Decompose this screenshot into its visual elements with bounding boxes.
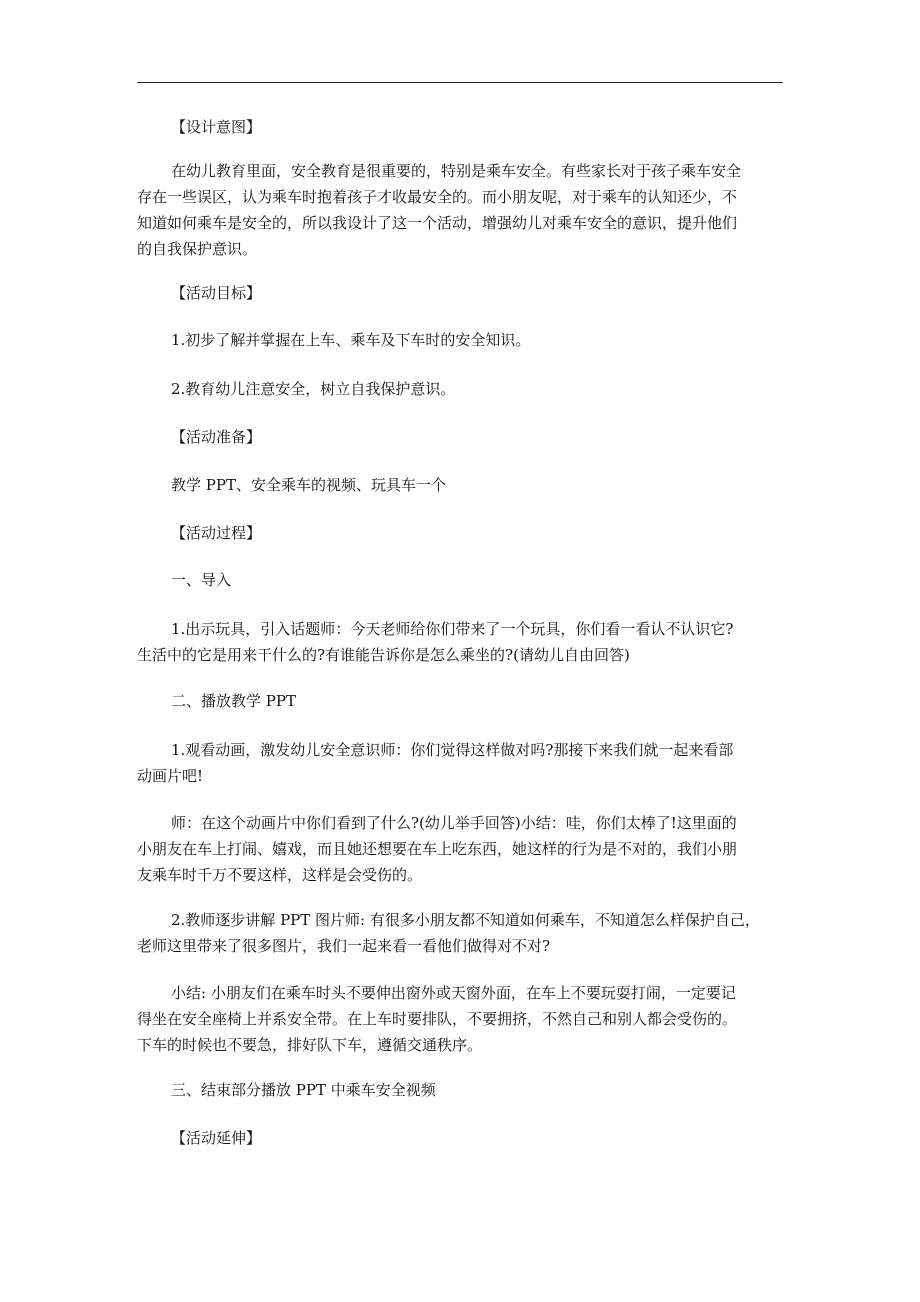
prep-heading: 【活动准备】 bbox=[171, 428, 262, 446]
step-2-title: 二、播放教学 PPT bbox=[171, 692, 296, 710]
summary-paragraph bbox=[137, 980, 787, 1058]
summary-line-2: 得坐在安全座椅上并系安全带。在上车时要排队，不要拥挤，不然自己和别人都会受伤的。 bbox=[137, 1010, 738, 1028]
summary-line-3: 下车的时候也不要急，排好队下车，遵循交通秩序。 bbox=[137, 1036, 483, 1054]
step-2-teacher-line-3: 友乘车时千万不要这样，这样是会受伤的。 bbox=[137, 866, 423, 884]
step-1-title: 一、导入 bbox=[171, 571, 232, 589]
header-rule bbox=[137, 82, 783, 83]
goal-item-1: 1.初步了解并掌握在上车、乘车及下车时的安全知识。 bbox=[171, 331, 531, 349]
summary-line-1: 小结: 小朋友们在乘车时头不要伸出窗外或天窗外面，在车上不要玩耍打闹，一定要记 bbox=[171, 984, 736, 1002]
process-heading: 【活动过程】 bbox=[171, 524, 262, 542]
design-intent-line-3: 知道如何乘车是安全的，所以我设计了这一个活动，增强幼儿对乘车安全的意识，提升他们 bbox=[137, 214, 738, 232]
step-1-item bbox=[137, 616, 787, 668]
step-2-teacher-line-2: 小朋友在车上打闹、嬉戏，而且她还想要在车上吃东西，她这样的行为是不对的，我们小朋 bbox=[137, 840, 738, 858]
goals-heading: 【活动目标】 bbox=[171, 284, 262, 302]
extension-heading: 【活动延伸】 bbox=[171, 1129, 262, 1147]
goal-item-2: 2.教育幼儿注意安全，树立自我保护意识。 bbox=[171, 380, 456, 398]
step-2-item-1-line-2: 动画片吧! bbox=[137, 767, 204, 785]
prep-body: 教学 PPT、安全乘车的视频、玩具车一个 bbox=[171, 476, 446, 494]
step-1-item-line-2: 生活中的它是用来干什么的?有谁能告诉你是怎么乘坐的?(请幼儿自由回答) bbox=[137, 646, 630, 664]
step-2-item-2-line-1: 2.教师逐步讲解 PPT 图片师: 有很多小朋友都不知道如何乘车，不知道怎么样保护自己， bbox=[171, 911, 760, 929]
step-2-item-1-line-1: 1.观看动画，激发幼儿安全意识师：你们觉得这样做对吗?那接下来我们就一起来看部 bbox=[171, 741, 734, 759]
step-2-teacher-line-1: 师：在这个动画片中你们看到了什么?(幼儿举手回答)小结：哇，你们太棒了!这里面的 bbox=[171, 814, 737, 832]
step-2-item-2 bbox=[137, 907, 787, 959]
step-2-item-2-line-2: 老师这里带来了很多图片，我们一起来看一看他们做得对不对? bbox=[137, 937, 551, 955]
design-intent-line-4: 的自我保护意识。 bbox=[137, 240, 258, 258]
step-3-title: 三、结束部分播放 PPT 中乘车安全视频 bbox=[171, 1081, 436, 1099]
step-2-item-1 bbox=[137, 737, 787, 789]
design-intent-heading: 【设计意图】 bbox=[171, 118, 262, 136]
design-intent-line-1: 在幼儿教育里面，安全教育是很重要的，特别是乘车安全。有些家长对于孩子乘车安全 bbox=[171, 162, 742, 180]
design-intent-line-2: 存在一些误区，认为乘车时抱着孩子才收最安全的。而小朋友呢，对于乘车的认知还少，不 bbox=[137, 188, 738, 206]
step-1-item-line-1: 1.出示玩具，引入话题师：今天老师给你们带来了一个玩具，你们看一看认不认识它? bbox=[171, 620, 734, 638]
step-2-teacher-paragraph bbox=[137, 810, 787, 888]
design-intent-paragraph bbox=[137, 158, 787, 262]
